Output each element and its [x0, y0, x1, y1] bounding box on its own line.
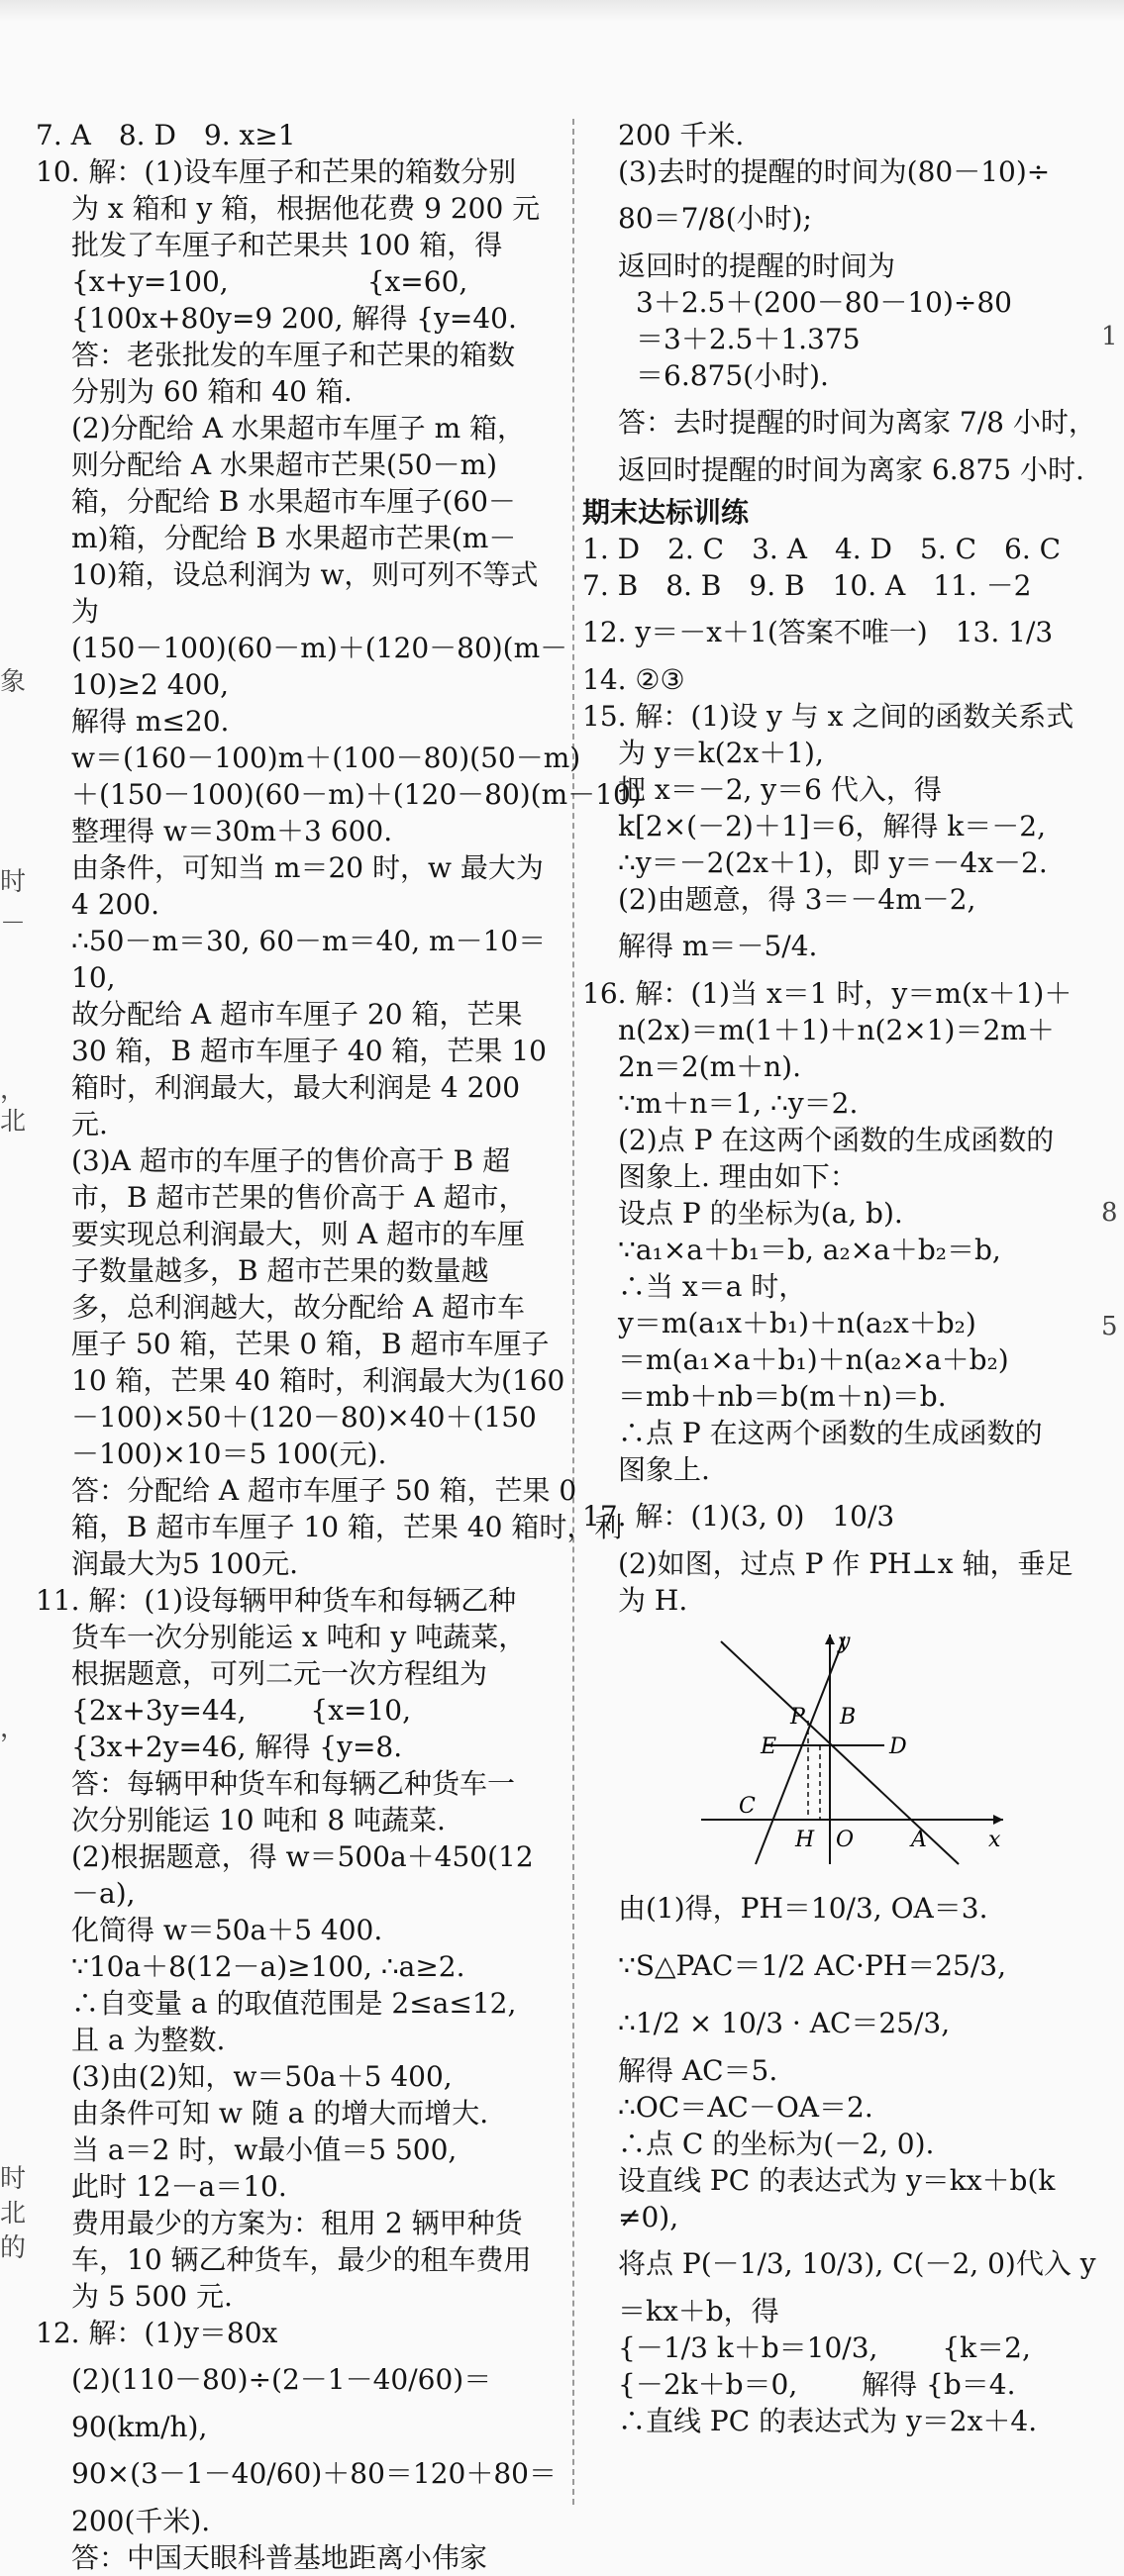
answer-line: 12. y＝－x＋1(答案不唯一) 13. 1/3 — [582, 616, 1054, 648]
answer-line: 10. 解：(1)设车厘子和芒果的箱数分别 — [36, 155, 517, 188]
answer-line: (3)A 超市的车厘子的售价高于 B 超 — [71, 1144, 511, 1177]
answer-line: 次分别能运 10 吨和 8 吨蔬菜. — [71, 1804, 446, 1836]
answer-line: 3＋2.5＋(200－80－10)÷80 — [636, 286, 1012, 319]
answer-line: 10, — [71, 961, 116, 994]
answer-line: (3)去时的提醒的时间为(80－10)÷ — [618, 155, 1051, 188]
answer-line: 故分配给 A 超市车厘子 20 箱，芒果 — [71, 998, 523, 1031]
answer-line: 返回时的提醒的时间为 — [618, 249, 896, 282]
edge-char: 8 — [1101, 1198, 1118, 1228]
answer-line: 则分配给 A 水果超市芒果(50－m) — [71, 448, 498, 481]
answer-line: 当 a＝2 时，w最小值＝5 500, — [71, 2133, 458, 2166]
answer-line: 为 H. — [618, 1584, 688, 1617]
answer-line: 分别为 60 箱和 40 箱. — [71, 375, 353, 408]
answer-line: 200(千米). — [71, 2505, 211, 2537]
answer-line: 解得 AC＝5. — [618, 2054, 778, 2087]
answer-line: 为 x 箱和 y 箱，根据他花费 9 200 元 — [71, 192, 541, 225]
answer-line: ∵10a＋8(12－a)≥100, ∴a≥2. — [71, 1950, 465, 1983]
answer-line: ∴当 x＝a 时， — [618, 1270, 807, 1303]
answer-line: 90(km/h), — [71, 2411, 208, 2443]
answer-line: (150－100)(60－m)＋(120－80)(m－ — [71, 632, 568, 664]
edge-char: ， — [0, 1714, 27, 1743]
answer-line: ∵m＋n＝1, ∴y＝2. — [618, 1087, 859, 1120]
answer-line: 16. 解：(1)当 x＝1 时，y＝m(x＋1)＋ — [582, 977, 1073, 1010]
answer-line: w＝(160－100)m＋(100－80)(50－m) — [71, 742, 581, 774]
answer-line: 化简得 w＝50a＋5 400. — [71, 1914, 383, 1946]
x-axis-arrow — [993, 1815, 1003, 1825]
answer-line: 把 x＝－2, y＝6 代入，得 — [618, 773, 942, 806]
answer-line: ∴点 C 的坐标为(－2, 0). — [618, 2128, 935, 2160]
answer-line: 返回时提醒的时间为离家 6.875 小时. — [618, 453, 1084, 486]
edge-char: 1 — [1101, 322, 1118, 351]
label-b: B — [840, 1705, 857, 1730]
answer-line: ∴OC＝AC－OA＝2. — [618, 2091, 873, 2124]
edge-char: ， — [0, 1075, 27, 1105]
answer-line: 箱，分配给 B 水果超市车厘子(60－ — [71, 485, 516, 518]
label-p: P — [790, 1705, 805, 1730]
edge-char: 时 — [0, 2164, 27, 2194]
answer-line: 费用最少的方案为：租用 2 辆甲种货 — [71, 2207, 523, 2239]
answer-line: 由条件可知 w 随 a 的增大而增大. — [71, 2097, 489, 2130]
answer-line: 答：分配给 A 超市车厘子 50 箱，芒果 0 — [71, 1474, 577, 1507]
answer-line: n(2x)＝m(1＋1)＋n(2×1)＝2m＋ — [618, 1014, 1055, 1046]
answer-line: 15. 解：(1)设 y 与 x 之间的函数关系式 — [582, 700, 1074, 733]
answer-line: 图象上. 理由如下： — [618, 1160, 858, 1193]
answer-line: 解得 m＝－5/4. — [618, 930, 818, 962]
answer-line: (2)由题意，得 3＝－4m－2, — [618, 883, 976, 916]
answer-line: 厘子 50 箱，芒果 0 箱，B 超市车厘子 — [71, 1328, 550, 1360]
answer-line: ∵a₁×a＋b₁＝b, a₂×a＋b₂＝b, — [618, 1234, 1001, 1266]
answer-line: 解得 m≤20. — [71, 705, 230, 738]
label-y: y — [838, 1630, 851, 1654]
answer-line: 此时 12－a＝10. — [71, 2170, 287, 2203]
answer-line: 子数量越多，B 超市芒果的数量越 — [71, 1254, 489, 1287]
answer-line: 200 千米. — [618, 119, 745, 151]
answer-line: (2)如图，过点 P 作 PH⊥x 轴，垂足 — [618, 1547, 1073, 1580]
answer-line: －100)×50＋(120－80)×40＋(150 — [71, 1401, 537, 1434]
answer-line: 由条件，可知当 m＝20 时，w 最大为 — [71, 851, 544, 884]
answer-line: {－1/3 k＋b＝10/3, {k＝2, — [618, 2331, 1031, 2364]
answer-line: 图象上. — [618, 1453, 710, 1486]
answer-line: 10)≥2 400, — [71, 668, 230, 701]
answer-line: －100)×10＝5 100(元). — [71, 1437, 387, 1470]
answer-line: 由(1)得，PH＝10/3, OA＝3. — [618, 1892, 988, 1925]
answer-line: 2n＝2(m＋n). — [618, 1050, 801, 1083]
answer-line: {2x+3y=44, {x=10, — [71, 1694, 412, 1727]
edge-char: － — [0, 909, 27, 939]
answer-line: k[2×(－2)＋1]＝6，解得 k＝－2, — [618, 810, 1046, 842]
edge-char: 北 — [0, 1107, 27, 1137]
answer-line: ≠0), — [618, 2201, 679, 2233]
answer-line: 1. D 2. C 3. A 4. D 5. C 6. C — [582, 533, 1062, 565]
answer-line: 为 5 500 元. — [71, 2280, 233, 2313]
column-divider — [572, 119, 574, 2505]
coordinate-figure — [691, 1627, 1018, 1874]
figure-svg — [691, 1627, 1018, 1874]
answer-line: 7. A 8. D 9. x≥1 — [36, 119, 296, 151]
edge-char: 象 — [0, 667, 27, 697]
answer-line: ∴1/2 × 10/3 · AC＝25/3, — [618, 2007, 951, 2039]
answer-line: 设直线 PC 的表达式为 y＝kx＋b(k — [618, 2164, 1056, 2197]
answer-line: 市，B 超市芒果的售价高于 A 超市， — [71, 1181, 527, 1214]
answer-line: ∴y＝－2(2x＋1)，即 y＝－4x－2. — [618, 846, 1048, 879]
answer-line: {100x+80y=9 200, 解得 {y=40. — [71, 302, 517, 335]
answer-line: (3)由(2)知，w＝50a＋5 400, — [71, 2060, 453, 2093]
answer-line: 润最大为5 100元. — [71, 1547, 299, 1580]
answer-line: ＝mb＋nb＝b(m＋n)＝b. — [618, 1380, 947, 1413]
answer-line: (2)点 P 在这两个函数的生成函数的 — [618, 1124, 1055, 1156]
label-e: E — [761, 1734, 777, 1759]
edge-char: 5 — [1101, 1312, 1118, 1341]
answer-line: 10)箱，设总利润为 w，则可列不等式 — [71, 558, 539, 591]
edge-char: 的 — [0, 2233, 27, 2263]
label-c: C — [739, 1794, 756, 1819]
answer-line: 答：中国天眼科普基地距离小伟家 — [71, 2541, 488, 2574]
answer-line: ＝kx＋b，得 — [618, 2295, 779, 2328]
answer-line: 为 y＝k(2x＋1), — [618, 737, 824, 769]
answer-line: 箱，B 超市车厘子 10 箱，芒果 40 箱时，利 — [71, 1511, 623, 1543]
answer-line: 为 — [71, 595, 100, 628]
answer-line: 答：去时提醒的时间为离家 7/8 小时， — [618, 406, 1096, 439]
answer-line: 根据题意，可列二元一次方程组为 — [71, 1657, 488, 1690]
label-d: D — [889, 1734, 907, 1759]
label-h: H — [795, 1828, 815, 1852]
answer-line: 14. ②③ — [582, 663, 685, 696]
answer-line: 12. 解：(1)y＝80x — [36, 2317, 278, 2349]
answer-line: {－2k＋b＝0, 解得 {b＝4. — [618, 2368, 1016, 2401]
answer-line: ＝3＋2.5＋1.375 — [636, 323, 861, 355]
answer-line: ∴直线 PC 的表达式为 y＝2x＋4. — [618, 2405, 1038, 2437]
scan-shadow — [0, 0, 1124, 22]
edge-char: 时 — [0, 867, 27, 897]
edge-char: 北 — [0, 2199, 27, 2229]
answer-line: {x+y=100, {x=60, — [71, 265, 468, 298]
answer-line: 货车一次分别能运 x 吨和 y 吨蔬菜， — [71, 1621, 527, 1653]
answer-line: 车，10 辆乙种货车，最少的租车费用 — [71, 2243, 532, 2276]
answer-line: 答：每辆甲种货车和每辆乙种货车一 — [71, 1767, 516, 1800]
answer-line: ∵S△PAC＝1/2 AC·PH＝25/3, — [618, 1949, 1006, 1982]
answer-line: 80＝7/8(小时); — [618, 202, 812, 235]
answer-line: m)箱，分配给 B 水果超市芒果(m－ — [71, 522, 517, 554]
answer-line: (2)根据题意，得 w＝500a＋450(12 — [71, 1840, 534, 1873]
answer-line: 要实现总利润最大，则 A 超市的车厘 — [71, 1218, 526, 1250]
answer-line: 90×(3－1－40/60)＋80＝120＋80＝ — [71, 2457, 557, 2490]
answer-line: 多，总利润越大，故分配给 A 超市车 — [71, 1291, 526, 1324]
answer-line: ＋(150－100)(60－m)＋(120－80)(m－10) — [71, 778, 642, 811]
answer-line: 箱时，利润最大，最大利润是 4 200 — [71, 1071, 521, 1104]
answer-line: 7. B 8. B 9. B 10. A 11. －2 — [582, 569, 1032, 602]
answer-line: (2)(110－80)÷(2－1－40/60)＝ — [71, 2363, 492, 2396]
answer-line: 4 200. — [71, 888, 160, 921]
answer-line: －a), — [71, 1877, 136, 1910]
label-a: A — [911, 1828, 927, 1852]
answer-line: 30 箱，B 超市车厘子 40 箱，芒果 10 — [71, 1035, 547, 1067]
answer-line: {3x+2y=46, 解得 {y=8. — [71, 1731, 403, 1763]
answer-line: 且 a 为整数. — [71, 2024, 226, 2056]
answer-line: 整理得 w＝30m＋3 600. — [71, 815, 393, 847]
answer-line: 批发了车厘子和芒果共 100 箱，得 — [71, 229, 503, 261]
label-o: O — [836, 1828, 855, 1852]
answer-line: ∴点 P 在这两个函数的生成函数的 — [618, 1417, 1043, 1449]
answer-line: ＝m(a₁×a＋b₁)＋n(a₂×a＋b₂) — [618, 1343, 1009, 1376]
y-axis-arrow — [825, 1635, 835, 1644]
answer-line: 11. 解：(1)设每辆甲种货车和每辆乙种 — [36, 1584, 517, 1617]
answer-line: y＝m(a₁x＋b₁)＋n(a₂x＋b₂) — [618, 1307, 976, 1339]
answer-line: ∴自变量 a 的取值范围是 2≤a≤12, — [71, 1987, 517, 2020]
answer-line: 将点 P(－1/3, 10/3), C(－2, 0)代入 y — [618, 2247, 1096, 2280]
right-column — [582, 117, 1107, 2439]
answer-line: 10 箱，芒果 40 箱时，利润最大为(160 — [71, 1364, 565, 1397]
answer-line: 元. — [71, 1108, 108, 1140]
label-x: x — [988, 1828, 1001, 1852]
answer-line: 设点 P 的坐标为(a, b). — [618, 1197, 903, 1230]
answer-line: ＝6.875(小时). — [636, 359, 829, 392]
answer-line: ∴50－m＝30, 60－m＝40, m－10＝ — [71, 925, 547, 957]
section-heading: 期末达标训练 — [582, 496, 750, 529]
answer-line: 17. 解：(1)(3, 0) 10/3 — [582, 1500, 895, 1533]
answer-line: (2)分配给 A 水果超市车厘子 m 箱， — [71, 412, 526, 445]
answer-line: 答：老张批发的车厘子和芒果的箱数 — [71, 339, 516, 371]
